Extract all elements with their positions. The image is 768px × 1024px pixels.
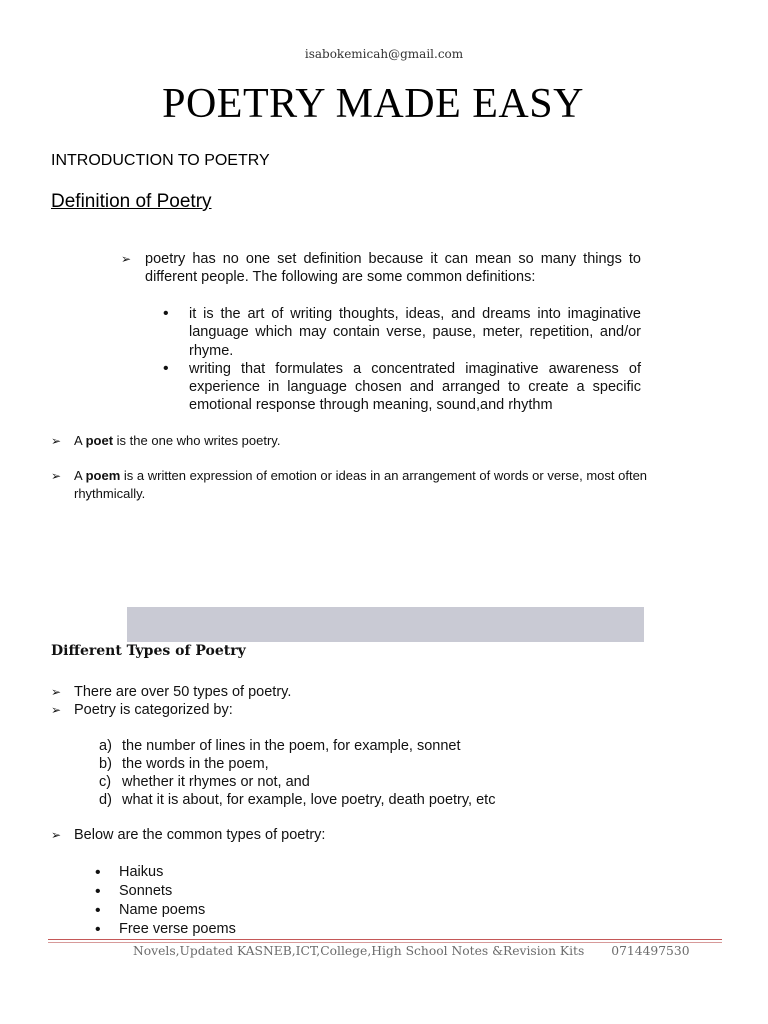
bullet-dot-icon: • — [95, 921, 101, 938]
list-item: b) the words in the poem, — [99, 756, 269, 772]
bullet-dot-icon: • — [95, 902, 101, 919]
bullet-dot-icon: • — [163, 305, 169, 322]
arrow-bullet-icon: ➢ — [51, 685, 62, 699]
list-item: ➢ There are over 50 types of poetry. — [51, 684, 292, 700]
list-item: c) whether it rhymes or not, and — [99, 774, 310, 790]
author-email: isabokemicah@gmail.com — [304, 47, 464, 61]
list-item: • Haikus — [95, 864, 164, 881]
poem-definition-text: A poem is a written expression of emotion or ideas in an arrangement of words or verse, most often rhythmically. — [74, 468, 648, 501]
arrow-bullet-icon: ➢ — [51, 703, 62, 717]
definition-intro-text: poetry has no one set definition because it can mean so many things to different people. The following are some common definitions: — [145, 251, 641, 285]
arrow-bullet-icon: ➢ — [121, 252, 132, 266]
list-item: • Free verse poems — [95, 921, 236, 938]
definition-heading: Definition of Poetry — [51, 191, 212, 212]
footer-divider — [48, 939, 722, 940]
common-types-intro: ➢ Below are the common types of poetry: — [51, 827, 326, 843]
arrow-bullet-icon: ➢ — [51, 828, 62, 842]
list-item: • Name poems — [95, 902, 206, 919]
bullet-dot-icon: • — [95, 864, 101, 881]
bullet-dot-icon: • — [95, 883, 101, 900]
section-heading-introduction: INTRODUCTION TO POETRY — [51, 152, 270, 169]
list-item: a) the number of lines in the poem, for example, sonnet — [99, 738, 461, 754]
definition-item-text: it is the art of writing thoughts, ideas, and dreams into imaginative language which may contain verse, pause, meter, repetition, and/or rhyme. — [189, 306, 641, 359]
types-heading: Different Types of Poetry — [51, 643, 246, 659]
bullet-dot-icon: • — [163, 359, 169, 377]
common-types-list — [95, 863, 395, 939]
list-item: • Sonnets — [95, 883, 173, 900]
poem-definition — [51, 467, 701, 503]
footer-phone: 0714497530 — [611, 944, 690, 958]
footer-text: Novels,Updated KASNEB,ICT,College,High School Notes &Revision Kits — [133, 944, 585, 958]
grey-highlight-bar — [127, 607, 644, 642]
arrow-bullet-icon: ➢ — [51, 469, 62, 483]
page-footer — [133, 944, 690, 958]
list-item — [163, 305, 641, 360]
list-item: ➢ Poetry is categorized by: — [51, 702, 233, 718]
footer-divider — [48, 942, 722, 943]
definition-intro — [121, 250, 641, 286]
list-item: d) what it is about, for example, love poetry, death poetry, etc — [99, 792, 496, 808]
document-title: POETRY MADE EASY — [162, 81, 584, 127]
poet-definition — [51, 432, 701, 450]
category-list — [99, 737, 659, 809]
types-facts — [51, 683, 651, 719]
definition-list — [163, 305, 641, 415]
list-item — [163, 360, 641, 415]
arrow-bullet-icon: ➢ — [51, 434, 62, 448]
definition-item-text: writing that formulates a concentrated imaginative awareness of experience in language chosen and arranged to create a specific emotional response through meaning, sound,and rhythm — [189, 360, 641, 414]
poet-definition-text: A poet is the one who writes poetry. — [74, 433, 281, 448]
